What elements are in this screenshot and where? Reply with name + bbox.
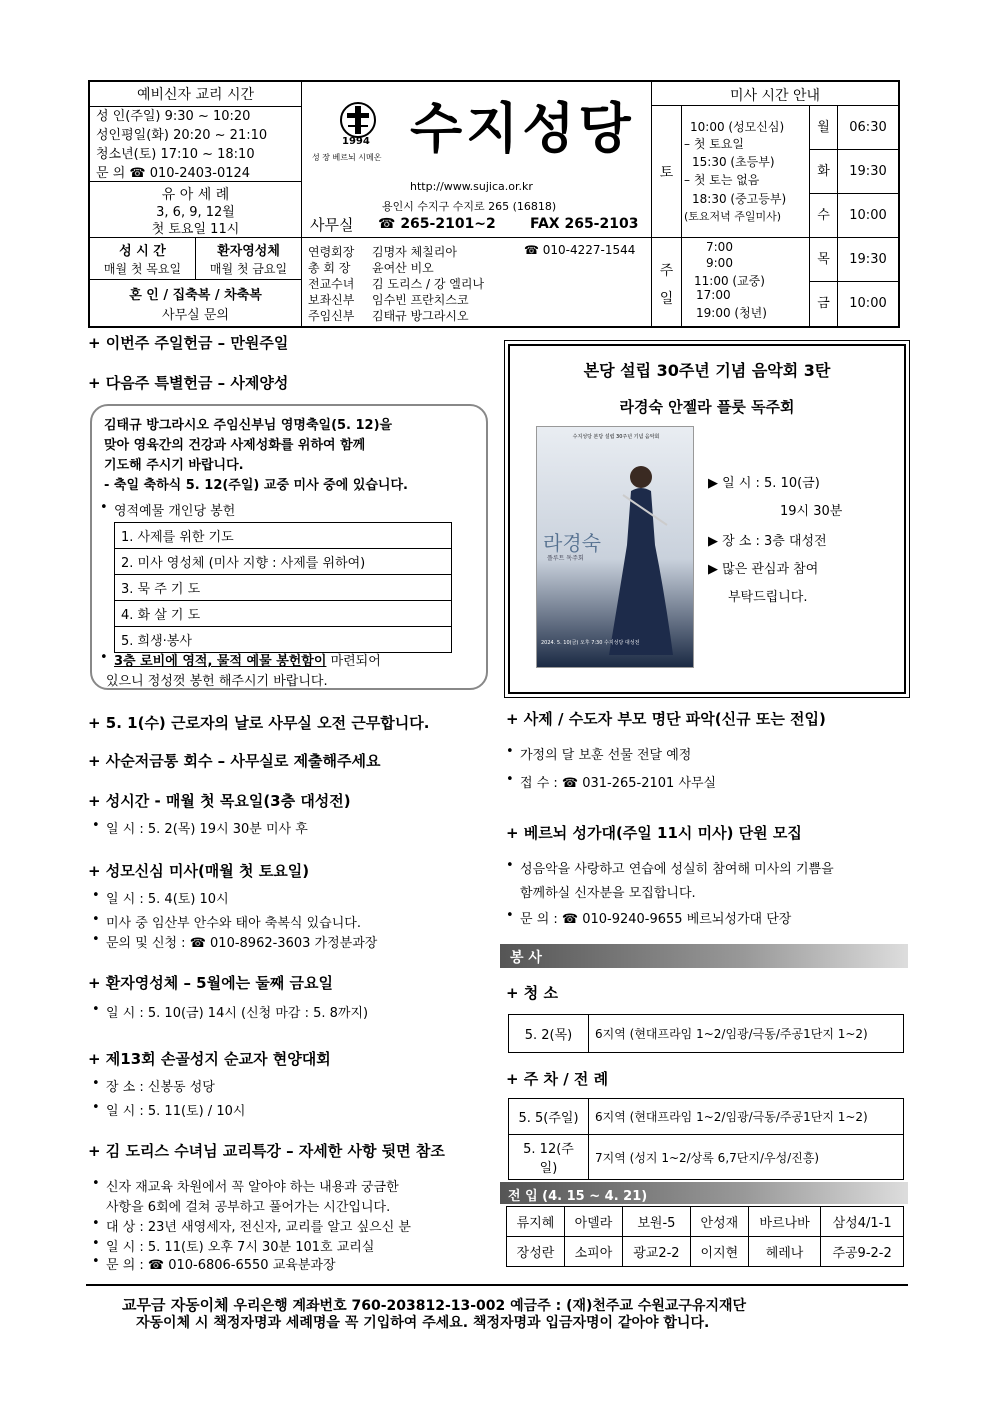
offering-box-note: [114, 650, 381, 669]
feast-bullet: • 영적예물 개인당 봉헌: [114, 500, 235, 519]
poster-figure: [605, 455, 675, 655]
marriage-value: 사무실 문의: [162, 308, 229, 323]
catechism-line: 청소년(토) 17:10 ~ 18:10: [96, 147, 255, 162]
parking-table: [508, 1098, 904, 1180]
flutist-figure-icon: [605, 455, 675, 655]
concert-detail: 부탁드립니다.: [728, 590, 808, 605]
weekday-wed: [810, 194, 898, 238]
section-item: • 문 의 : ☎ 010-6806-6550 교육분과장: [106, 1254, 336, 1273]
section-item: • 일 시 : 5. 4(토) 10시: [106, 888, 229, 907]
saturday-time: 18:30 (중고등부): [692, 192, 787, 206]
section-item: • 일 시 : 5. 11(토) / 10시: [106, 1100, 245, 1119]
choir-item-cont: 함께하실 신자분을 모집합니다.: [520, 886, 696, 901]
feast-line: 김태규 방그라시오 주임신부님 영명축일(5. 12)을: [104, 418, 393, 433]
transfer-cell: 장성란: [507, 1237, 565, 1267]
section-item: • 장 소 : 신봉동 성당: [106, 1076, 215, 1095]
staff-role: 주임신부: [308, 309, 355, 323]
prayer-item: 2. 미사 영성체 (미사 지향 : 사제를 위하여): [115, 549, 452, 575]
feast-line: - 축일 축하식 5. 12(주일) 교중 미사 중에 있습니다.: [104, 478, 408, 493]
sick-communion-box: [196, 238, 302, 280]
office-label: 사무실: [310, 216, 354, 234]
footer-line-2: 자동이체 시 책정자명과 세례명을 꼭 기입하여 주세요. 책정자명과 입금자명이 같아야 합니다.: [136, 1315, 710, 1331]
table-row: [509, 1015, 904, 1053]
sunday-time: 19:00 (청년): [696, 306, 767, 320]
saturday-time: – 첫 토는 없음: [684, 173, 760, 187]
transfer-cell: 류지혜: [507, 1207, 565, 1237]
sunday-times-cell: [682, 238, 810, 326]
prayer-item: 1. 사제를 위한 기도: [115, 523, 452, 549]
logo-caption: 성 장 베르뇌 시메온: [312, 153, 382, 162]
prayer-item: 5. 희생·봉사: [115, 627, 452, 653]
offering-box-note-bold: 3층 로비에 영적, 물적 예물 봉헌함이: [114, 654, 327, 669]
catechism-line: 성인평일(화) 20:20 ~ 21:10: [96, 128, 268, 143]
section-item: • 일 시 : 5. 10(금) 14시 (신청 마감 : 5. 8까지): [106, 1002, 368, 1021]
marriage-box: [90, 280, 302, 326]
transfer-table: [506, 1206, 904, 1267]
parents-item: • 가정의 달 보훈 선물 전달 예정: [520, 744, 691, 763]
section-item: • 대 상 : 23년 새영세자, 전신자, 교리를 알고 싶으신 분: [106, 1216, 411, 1235]
staff-role: 총 회 장: [308, 261, 351, 275]
infant-title: 유 아 세 례: [161, 187, 230, 203]
holy-hour-box: [90, 238, 196, 280]
holy-hour-title: 성 시 간: [119, 244, 166, 259]
weekday-mon: [810, 106, 898, 150]
table-row: [507, 1237, 904, 1267]
parking-date: 5. 12(주일): [509, 1135, 589, 1180]
concert-detail: ▶ 장 소 : 3층 대성전: [708, 534, 827, 549]
church-name: 수지성당: [410, 99, 635, 159]
fax: FAX 265-2103: [530, 216, 639, 232]
concert-box: [508, 344, 906, 694]
bulletin-header: [88, 80, 900, 328]
website[interactable]: http://www.sujica.or.kr: [410, 180, 533, 193]
saturday-time: (토요저녁 주일미사): [684, 210, 782, 223]
transfer-cell: 안성재: [690, 1207, 748, 1237]
holy-hour-value: 매월 첫 목요일: [103, 262, 182, 276]
concert-detail: ▶ 일 시 : 5. 10(금): [708, 476, 820, 491]
transfer-cell: 소피아: [564, 1237, 622, 1267]
section-item: • 미사 중 임산부 안수와 태아 축복식 있습니다.: [106, 912, 361, 931]
weekday-label: 화: [810, 150, 838, 193]
staff-role: 보좌신부: [308, 293, 355, 307]
parents-item: • 접 수 : ☎ 031-265-2101 사무실: [520, 772, 716, 791]
staff-name: 임수빈 프란치스코: [372, 293, 469, 307]
saturday-label: 토: [659, 165, 674, 181]
section-title: + 제13회 손골성지 순교자 현양대회: [88, 1050, 331, 1068]
sunday-time: 7:00: [706, 240, 733, 254]
saturday-label-cell: [652, 106, 682, 238]
concert-detail: 19시 30분: [780, 504, 843, 519]
concert-subtitle: 라경숙 안젤라 플룻 독주회: [619, 398, 795, 416]
section-item-cont: 사항을 6회에 걸쳐 공부하고 풀어가는 시간입니다.: [106, 1200, 391, 1215]
staff-name: 김 도리스 / 강 엘리나: [372, 277, 485, 291]
weekday-time: 10:00: [849, 296, 887, 311]
staff-phone: ☎ 010-4227-1544: [524, 243, 636, 257]
weekday-time: 19:30: [849, 252, 887, 267]
weekday-time: 06:30: [849, 120, 887, 135]
saturday-times-cell: [682, 106, 810, 238]
parents-title: + 사제 / 수도자 부모 명단 파악(신규 또는 전입): [506, 710, 826, 728]
section-title: + 사순저금통 회수 – 사무실로 제출해주세요: [88, 752, 381, 770]
weekday-time: 19:30: [849, 164, 887, 179]
sick-title: 환자영성체: [217, 244, 280, 259]
footer-account: 우리은행 계좌번호 760-203812-13-002 예금주 : (재)천주교 수원교구유지재단: [228, 1298, 747, 1314]
offering-box-note-2: 있으니 정성껏 봉헌 해주시기 바랍니다.: [106, 674, 328, 689]
weekday-tue: [810, 150, 898, 194]
parking-title: + 주 차 / 전 례: [506, 1070, 609, 1088]
prayer-item: 3. 묵 주 기 도: [115, 575, 452, 601]
parking-team: 7지역 (성지 1~2/상록 6,7단지/우성/진흥): [589, 1135, 904, 1180]
sunday-time: 11:00 (교중): [694, 274, 765, 288]
transfer-cell: 광교2-2: [622, 1237, 690, 1267]
cleaning-title: + 청 소: [506, 984, 558, 1002]
transfer-title: 전 입 (4. 15 ~ 4. 21): [508, 1189, 648, 1204]
staff-name: 윤여산 비오: [372, 261, 434, 275]
cleaning-team: 6지역 (현대프라임 1~2/임광/극동/주공1단지 1~2): [589, 1015, 904, 1053]
weekday-label: 목: [810, 238, 838, 281]
catechism-line: 성 인(주일) 9:30 ~ 10:20: [96, 109, 251, 124]
marriage-title: 혼 인 / 집축복 / 차축복: [129, 288, 262, 303]
feast-line: 맞아 영육간의 건강과 사제성화를 위하여 함께: [104, 438, 366, 453]
offering-next-week: + 다음주 특별헌금 – 사제양성: [88, 374, 289, 392]
offering-this-week: + 이번주 주일헌금 – 만원주일: [88, 334, 289, 352]
mass-title: 미사 시간 안내: [729, 88, 821, 104]
infant-baptism-box: [90, 182, 302, 238]
weekday-label: 금: [810, 282, 838, 326]
transfer-cell: 바르나바: [748, 1207, 820, 1237]
saturday-time: 15:30 (초등부): [692, 155, 775, 169]
table-row: [509, 1135, 904, 1180]
section-title: + 5. 1(수) 근로자의 날로 사무실 오전 근무합니다.: [88, 714, 430, 732]
poster-name: 라경숙: [543, 531, 601, 555]
infant-line: 3, 6, 9, 12월: [156, 205, 235, 220]
transfer-cell: 아델라: [564, 1207, 622, 1237]
weekday-label: 수: [810, 194, 838, 237]
poster-sub: 플루트 독주회: [547, 555, 584, 562]
sunday-label-1: 주: [659, 263, 674, 279]
section-title: + 성시간 - 매월 첫 목요일(3층 대성전): [88, 792, 351, 810]
transfer-bar: [500, 1182, 908, 1204]
infant-line: 첫 토요일 11시: [151, 222, 240, 237]
staff-name: 김태규 방그라시오: [372, 309, 469, 323]
staff-box: [302, 238, 652, 326]
footer-label: 교무금 자동이체: [122, 1296, 229, 1314]
table-row: [507, 1207, 904, 1237]
church-info-box: [302, 82, 652, 238]
concert-title: 본당 설립 30주년 기념 음악회 3탄: [583, 361, 831, 380]
staff-role: 연령회장: [308, 245, 355, 259]
offering-box-note-rest: 마련되어: [326, 654, 381, 669]
choir-title: + 베르뇌 성가대(주일 11시 미사) 단원 모집: [506, 824, 802, 842]
choir-item: • 성음악을 사랑하고 연습에 성실히 참여해 미사의 기쁨을: [520, 858, 834, 877]
section-item: • 일 시 : 5. 11(토) 오후 7시 30분 101호 교리실: [106, 1236, 374, 1255]
section-item: • 일 시 : 5. 2(목) 19시 30분 미사 후: [106, 818, 308, 837]
section-item: • 신자 재교육 차원에서 꼭 알아야 하는 내용과 궁금한: [106, 1176, 399, 1195]
poster-date: 2024. 5. 10(금) 오후 7:30 수지성당 대성전: [541, 640, 640, 646]
footer-divider: [86, 1284, 908, 1286]
parking-team: 6지역 (현대프라임 1~2/임광/극동/주공1단지 1~2): [589, 1099, 904, 1135]
prayer-list: [114, 522, 452, 653]
concert-detail: ▶ 많은 관심과 참여: [708, 562, 819, 577]
staff-role: 전교수녀: [308, 277, 355, 291]
table-row: [509, 1099, 904, 1135]
cleaning-date: 5. 2(목): [509, 1015, 589, 1053]
transfer-cell: 주공9-2-2: [821, 1237, 904, 1267]
cleaning-table: [508, 1014, 904, 1053]
weekday-time: 10:00: [849, 208, 887, 223]
feast-line: 기도해 주시기 바랍니다.: [104, 458, 244, 473]
saturday-time: – 첫 토요일: [684, 137, 744, 151]
weekday-thu: [810, 238, 898, 282]
poster-header: 수지성당 본당 설립 30주년 기념 음악회: [572, 434, 660, 440]
catechism-line: 문 의 ☎ 010-2403-0124: [96, 166, 251, 181]
office-phone: ☎ 265-2101~2: [378, 216, 496, 232]
section-item: • 문의 및 신청 : ☎ 010-8962-3603 가정분과장: [106, 932, 377, 951]
staff-name: 김명자 체칠리아: [372, 245, 457, 259]
sick-value: 매월 첫 금요일: [209, 262, 288, 276]
logo-year: 1994: [342, 136, 370, 147]
parking-date: 5. 5(주일): [509, 1099, 589, 1135]
sunday-time: 9:00: [706, 256, 733, 270]
weekday-fri: [810, 282, 898, 326]
transfer-cell: 보원-5: [622, 1207, 690, 1237]
transfer-cell: 이지현: [690, 1237, 748, 1267]
service-bar: [500, 944, 908, 968]
saturday-time: 10:00 (성모신심): [690, 120, 785, 134]
concert-poster: [536, 426, 694, 668]
sunday-label-2: 일: [659, 291, 674, 307]
transfer-cell: 헤레나: [748, 1237, 820, 1267]
section-title: + 김 도리스 수녀님 교리특강 – 자세한 사항 뒷면 참조: [88, 1142, 445, 1160]
catechism-title: 예비신자 교리 시간: [90, 84, 301, 107]
weekday-label: 월: [810, 106, 838, 149]
transfer-cell: 삼성4/1-1: [821, 1207, 904, 1237]
sunday-label-cell: [652, 238, 682, 326]
feast-box: [90, 404, 488, 690]
service-bar-label: 봉 사: [510, 950, 542, 966]
address: 용인시 수지구 수지로 265 (16818): [382, 200, 557, 213]
sunday-time: 17:00: [696, 288, 731, 302]
prayer-item: 4. 화 살 기 도: [115, 601, 452, 627]
mass-title-cell: [652, 82, 898, 106]
catechism-box: [90, 82, 302, 182]
section-title: + 성모신심 미사(매월 첫 토요일): [88, 862, 310, 880]
section-title: + 환자영성체 – 5월에는 둘째 금요일: [88, 974, 333, 992]
choir-item: • 문 의 : ☎ 010-9240-9655 베르뇌성가대 단장: [520, 908, 791, 927]
